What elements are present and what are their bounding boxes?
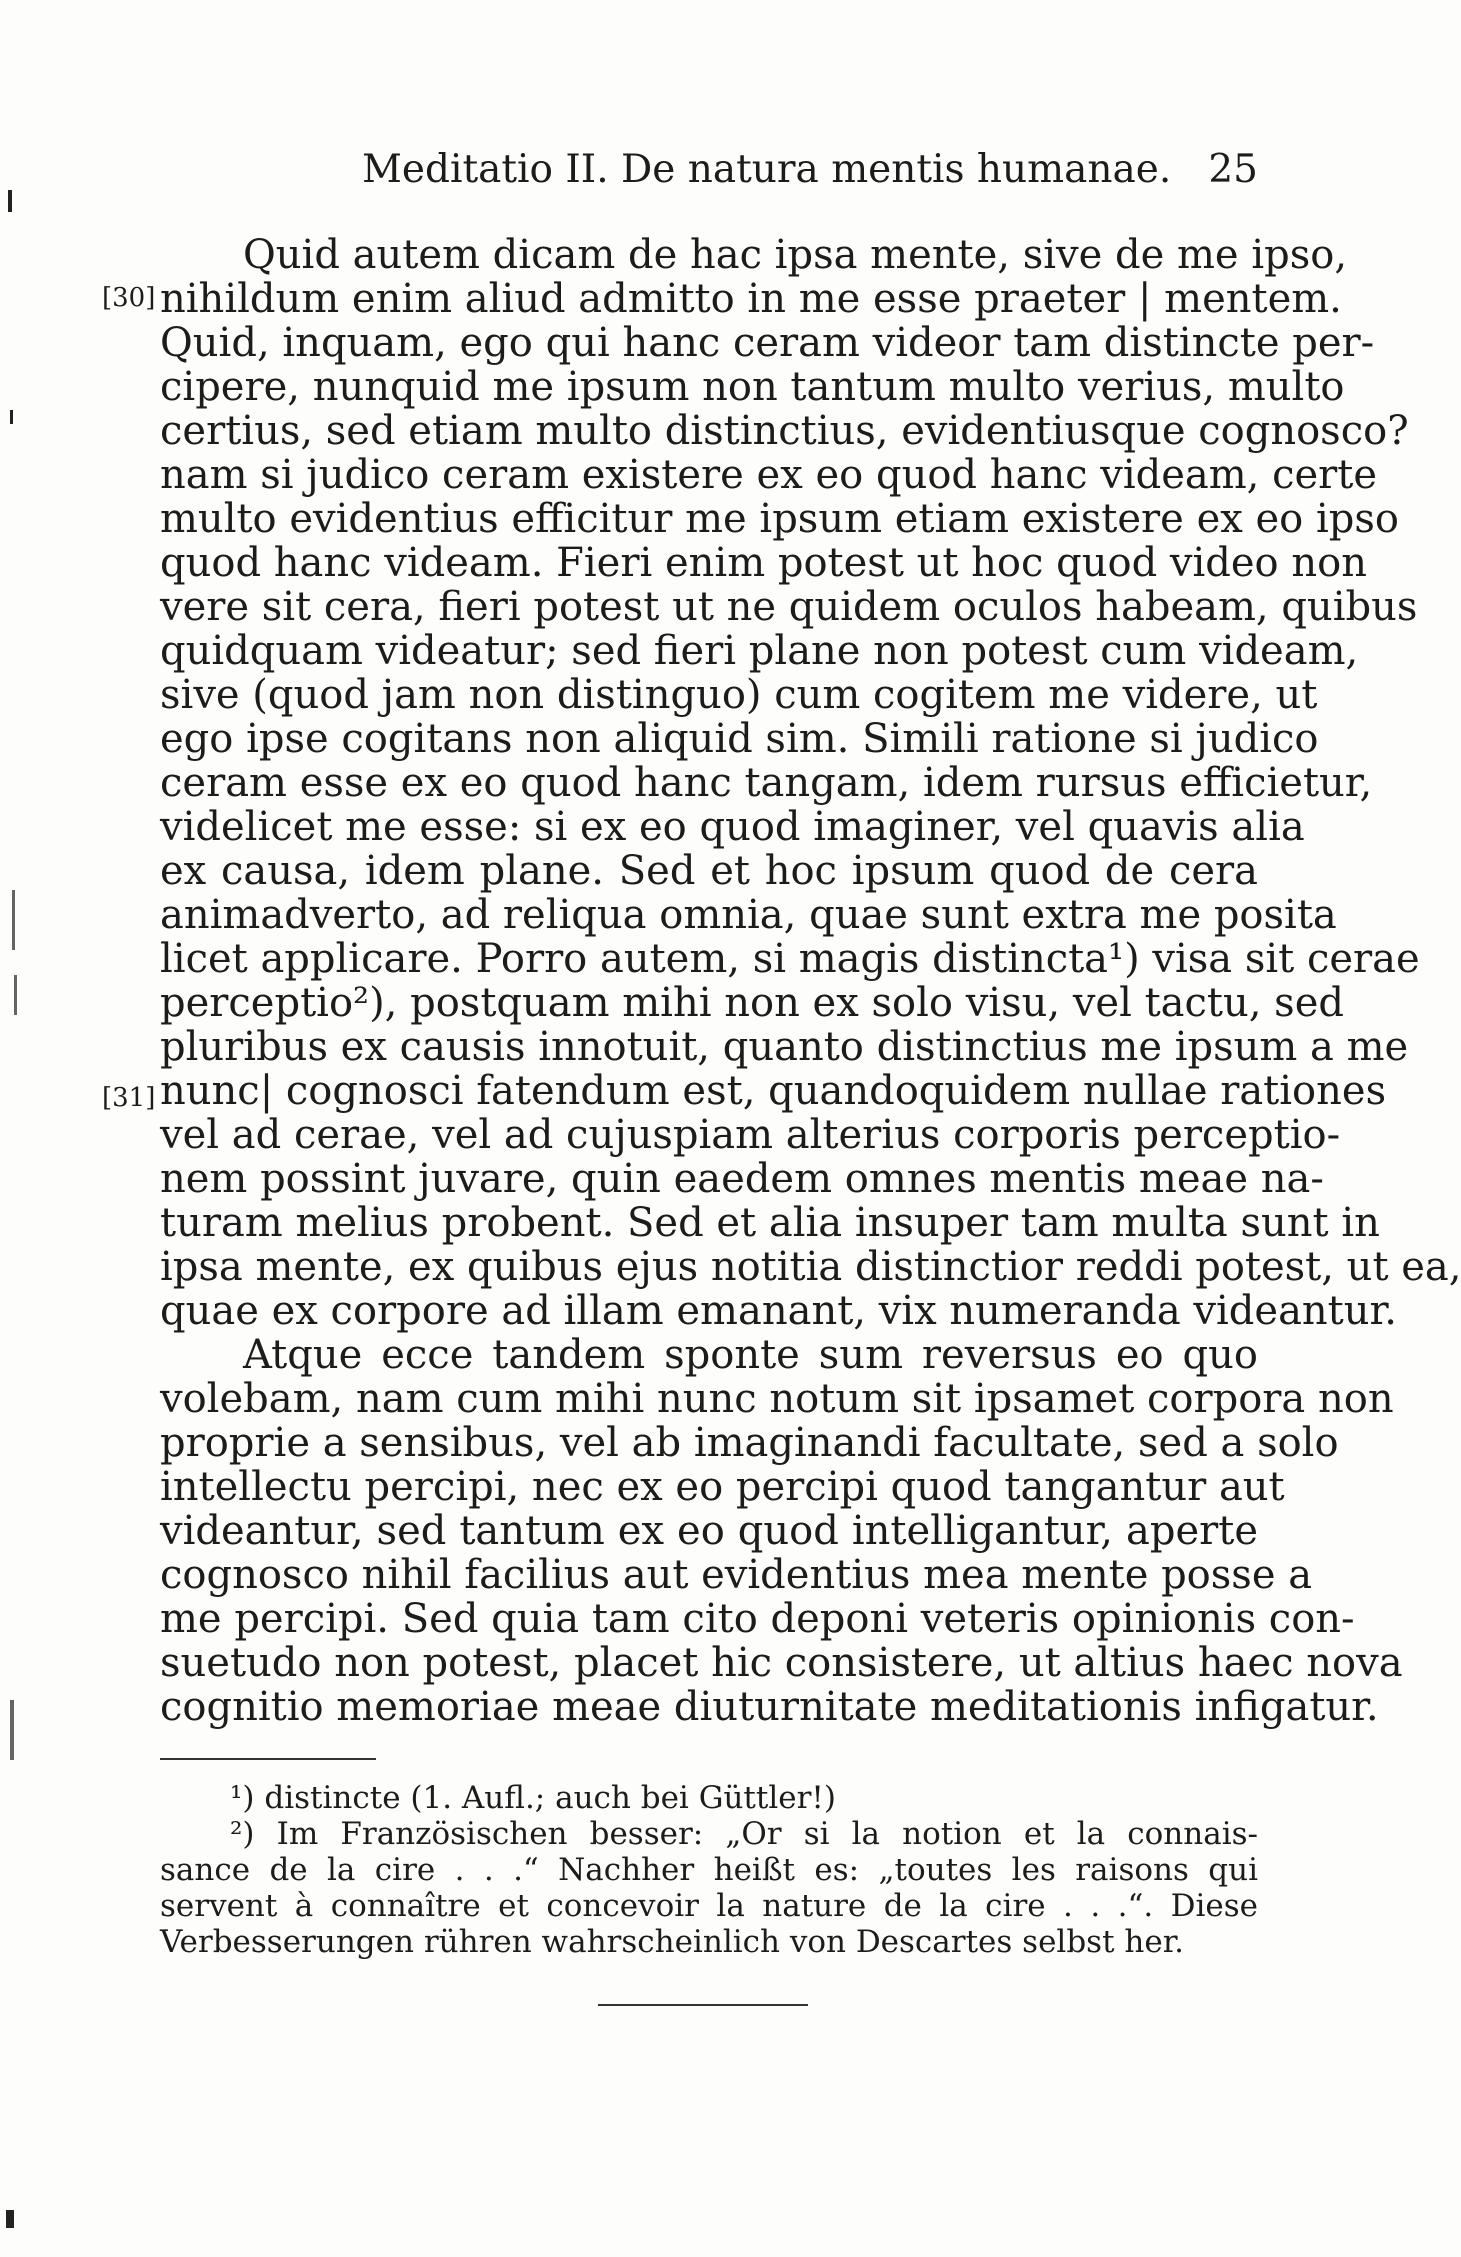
scan-mark bbox=[6, 2210, 14, 2228]
text-line: videantur, sed tantum ex eo quod intelligantur, aperte bbox=[160, 1508, 1258, 1554]
footnote-line: ²) Im Französischen besser: „Or si la notion et la connais- bbox=[230, 1816, 1258, 1852]
scan-mark bbox=[12, 890, 15, 950]
text-line: cognosco nihil facilius aut evidentius mea mente posse a bbox=[160, 1552, 1313, 1598]
text-line: pluribus ex causis innotuit, quanto distinctius me ipsum a me bbox=[160, 1024, 1409, 1070]
page-number: 25 bbox=[1208, 147, 1258, 192]
running-header bbox=[160, 140, 1258, 200]
scan-mark bbox=[8, 190, 12, 212]
text-line: nunc| cognosci fatendum est, quandoquidem nullae rationes bbox=[160, 1068, 1387, 1114]
margin-marker: [31] bbox=[102, 1083, 156, 1113]
text-line: quae ex corpore ad illam emanant, vix numeranda videantur. bbox=[160, 1288, 1397, 1334]
text-line: turam melius probent. Sed et alia insuper tam multa sunt in bbox=[160, 1200, 1380, 1246]
footnote-line: Verbesserungen rühren wahrscheinlich von Descartes selbst her. bbox=[160, 1924, 1184, 1960]
text-line: vel ad cerae, vel ad cujuspiam alterius corporis perceptio- bbox=[160, 1112, 1341, 1158]
text-line: nem possint juvare, quin eaedem omnes mentis meae na- bbox=[160, 1156, 1324, 1202]
text-line: perceptio²), postquam mihi non ex solo visu, vel tactu, sed bbox=[160, 980, 1344, 1026]
footnote-separator bbox=[160, 1758, 376, 1760]
text-line: ceram esse ex eo quod hanc tangam, idem rursus efficietur, bbox=[160, 760, 1373, 806]
text-line: ex causa, idem plane. Sed et hoc ipsum quod de cera bbox=[160, 848, 1258, 894]
scan-mark bbox=[10, 1700, 14, 1760]
text-line: cognitio memoriae meae diuturnitate meditationis infigatur. bbox=[160, 1684, 1379, 1730]
margin-marker: [30] bbox=[102, 283, 156, 313]
text-line: certius, sed etiam multo distinctius, evidentiusque cognosco? bbox=[160, 408, 1409, 454]
footnote-line: servent à connaître et concevoir la nature de la cire . . .“. Diese bbox=[160, 1888, 1258, 1924]
text-line: multo evidentius efficitur me ipsum etiam existere ex eo ipso bbox=[160, 496, 1399, 542]
text-line: volebam, nam cum mihi nunc notum sit ipsamet corpora non bbox=[160, 1376, 1394, 1422]
text-line: Atque ecce tandem sponte sum reversus eo quo bbox=[243, 1332, 1258, 1378]
footnote-line: ¹) distincte (1. Aufl.; auch bei Güttler!) bbox=[230, 1780, 836, 1816]
text-line: sive (quod jam non distinguo) cum cogitem me videre, ut bbox=[160, 672, 1318, 718]
text-line: suetudo non potest, placet hic consistere, ut altius haec nova bbox=[160, 1640, 1403, 1686]
text-line: vere sit cera, fieri potest ut ne quidem oculos habeam, quibus bbox=[160, 584, 1418, 630]
footnote-line: sance de la cire . . .“ Nachher heißt es: „toutes les raisons qui bbox=[160, 1852, 1258, 1888]
text-line: nihildum enim aliud admitto in me esse praeter | mentem. bbox=[160, 276, 1342, 322]
scan-mark bbox=[10, 410, 13, 424]
text-line: videlicet me esse: si ex eo quod imaginer, vel quavis alia bbox=[160, 804, 1305, 850]
text-line: licet applicare. Porro autem, si magis distincta¹) visa sit cerae bbox=[160, 936, 1420, 982]
text-line: Quid autem dicam de hac ipsa mente, sive de me ipso, bbox=[243, 232, 1348, 278]
text-line: ego ipse cogitans non aliquid sim. Simili ratione si judico bbox=[160, 716, 1319, 762]
text-line: intellectu percipi, nec ex eo percipi quod tangantur aut bbox=[160, 1464, 1285, 1510]
text-line: quod hanc videam. Fieri enim potest ut hoc quod video non bbox=[160, 540, 1367, 586]
text-line: ipsa mente, ex quibus ejus notitia distinctior reddi potest, ut ea, bbox=[160, 1244, 1461, 1290]
header-title: Meditatio II. De natura mentis humanae. bbox=[362, 147, 1172, 192]
text-line: nam si judico ceram existere ex eo quod hanc videam, certe bbox=[160, 452, 1378, 498]
text-line: proprie a sensibus, vel ab imaginandi facultate, sed a solo bbox=[160, 1420, 1339, 1466]
text-line: me percipi. Sed quia tam cito deponi veteris opinionis con- bbox=[160, 1596, 1355, 1642]
end-rule bbox=[598, 2004, 808, 2006]
scan-mark bbox=[14, 975, 17, 1015]
text-line: cipere, nunquid me ipsum non tantum multo verius, multo bbox=[160, 364, 1345, 410]
text-line: quidquam videatur; sed fieri plane non potest cum videam, bbox=[160, 628, 1359, 674]
text-line: Quid, inquam, ego qui hanc ceram videor tam distincte per- bbox=[160, 320, 1375, 366]
text-line: animadverto, ad reliqua omnia, quae sunt extra me posita bbox=[160, 892, 1337, 938]
